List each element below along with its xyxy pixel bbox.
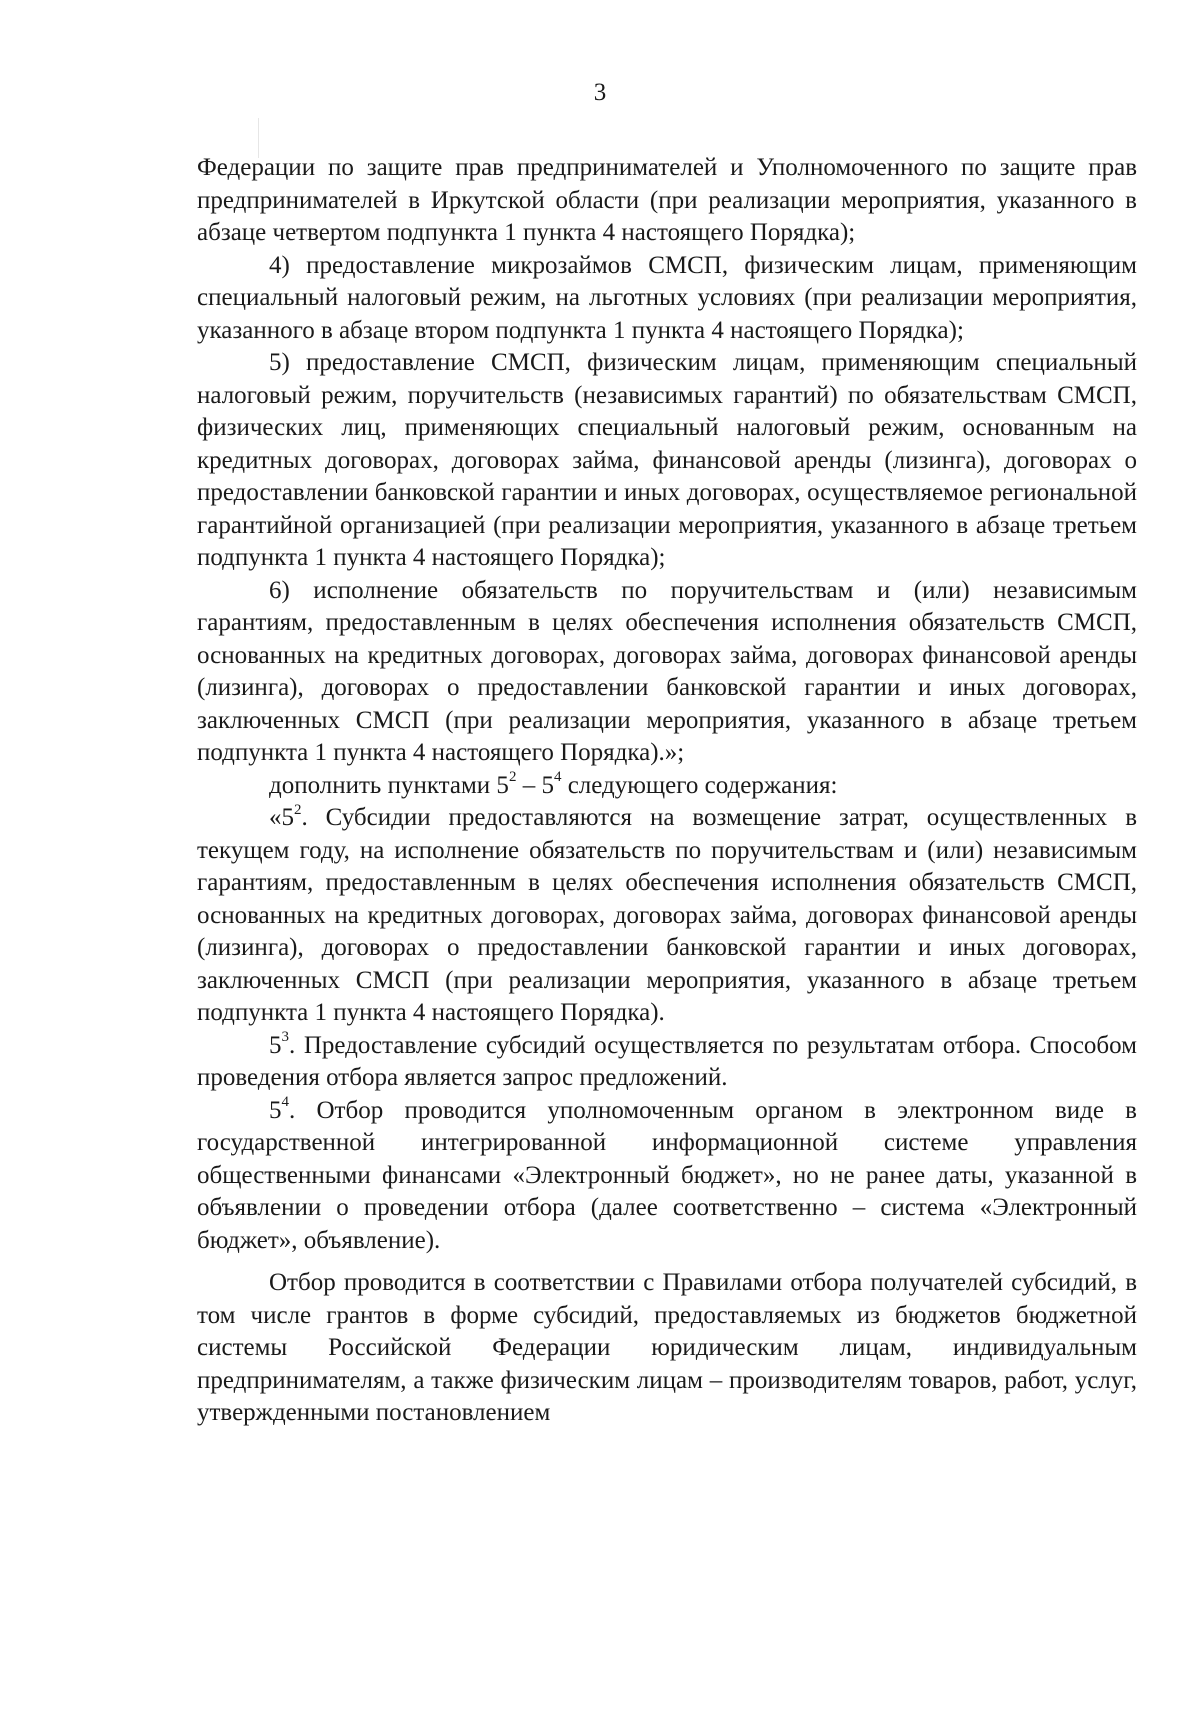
paragraph-item-5 — [197, 347, 1137, 575]
paragraph-continuation — [197, 152, 1137, 250]
paragraph-text: Федерации по защите прав предпринимателей и Уполномоченного по защите прав предпринимателей в Иркутской области (при реализации мероприятия, указанного в абзаце четвертом подпункта 1 пункта 4 настоящего Порядка); — [197, 154, 1137, 246]
paragraph-item-4 — [197, 250, 1137, 348]
paragraph-item-6 — [197, 575, 1137, 770]
superscript: 3 — [281, 1029, 289, 1046]
paragraph-text: . Отбор проводится уполномоченным органом в электронном виде в государственной интегрированной информационной системе управления общественными финансами «Электронный бюджет», но не ранее даты, указанной в объявлении о проведении отбора (далее соответственно – система «Электронный бюджет», объявление). — [197, 1096, 1137, 1254]
paragraph-text: следующего содержания: — [561, 771, 838, 799]
superscript: 4 — [553, 769, 562, 786]
superscript: 2 — [508, 769, 517, 786]
paragraph-amendment-intro — [197, 770, 1137, 803]
paragraph-text: – 5 — [516, 771, 554, 799]
paragraph-text: . Предоставление субсидий осуществляется по результатам отбора. Способом проведения отбора является запрос предложений. — [197, 1031, 1137, 1091]
superscript: 4 — [281, 1094, 289, 1111]
superscript: 2 — [294, 801, 302, 818]
paragraph-text: дополнить пунктами 5 — [269, 771, 509, 799]
paragraph-point-5-2 — [197, 802, 1137, 1030]
paragraph-point-5-4 — [197, 1095, 1137, 1258]
paragraph-text: . Субсидии предоставляются на возмещение затрат, осуществленных в текущем году, на исполнение обязательств по поручительствам и (или) независимым гарантиям, предоставленным в целях обеспечения исполнения обязательств СМСП, основанных на кредитных договорах, договорах займа, договорах финансовой аренды (лизинга), договорах о предоставлении банковской гарантии и иных договорах, заключенных СМСП (при реализации мероприятия, указанного в абзаце третьем подпункта 1 пункта 4 настоящего Порядка). — [197, 804, 1137, 1026]
paragraph-text: 5 — [269, 1031, 282, 1059]
paragraph-text: 5 — [269, 1096, 282, 1124]
paragraph-text: 4) предоставление микрозаймов СМСП, физическим лицам, применяющим специальный налоговый режим, на льготных условиях (при реализации мероприятия, указанного в абзаце втором подпункта 1 пункта 4 настоящего Порядка); — [197, 251, 1137, 344]
paragraph-point-5-3 — [197, 1030, 1137, 1095]
page-number: 3 — [593, 79, 607, 106]
paragraph-text: Отбор проводится в соответствии с Правилами отбора получателей субсидий, в том числе грантов в форме субсидий, предоставляемых из бюджетов бюджетной системы Российской Федерации юридическим лицам, индивидуальным предпринимателям, а также физическим лицам – производителям товаров, работ, услуг, утвержденными постановлением — [197, 1269, 1137, 1426]
paragraph-selection-rules — [197, 1267, 1137, 1430]
document-body — [197, 152, 1137, 1430]
paragraph-text: «5 — [269, 804, 294, 831]
paragraph-text: 5) предоставление СМСП, физическим лицам, применяющим специальный налоговый режим, поручительств (независимых гарантий) по обязательствам СМСП, физических лиц, применяющих специальный налоговый режим, основанным на кредитных договорах, договорах займа, финансовой аренды (лизинга), договорах о предоставлении банковской гарантии и иных договорах, осуществляемое региональной гарантийной организацией (при реализации мероприятия, указанного в абзаце третьем подпункта 1 пункта 4 настоящего Порядка); — [197, 349, 1137, 571]
paragraph-text: 6) исполнение обязательств по поручительствам и (или) независимым гарантиям, предоставленным в целях обеспечения исполнения обязательств СМСП, основанных на кредитных договорах, договорах займа, договорах финансовой аренды (лизинга), договорах о предоставлении банковской гарантии и иных договорах, заключенных СМСП (при реализации мероприятия, указанного в абзаце третьем подпункта 1 пункта 4 настоящего Порядка).»; — [197, 576, 1137, 766]
